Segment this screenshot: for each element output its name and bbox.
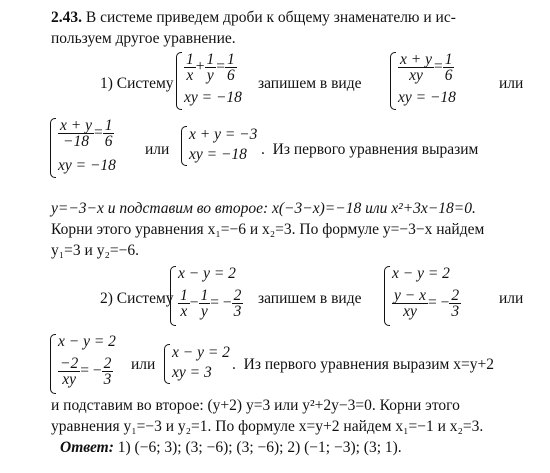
brace: [181, 126, 187, 166]
answer-label: Ответ:: [60, 439, 114, 456]
or-2: или: [145, 141, 170, 158]
brace: [176, 52, 182, 110]
system-1a: $\frac{1}{x}$ + $\frac{1}{y}$ = $\frac{1}{6}$ xy = −18: [184, 51, 242, 106]
p1-roots-2: y₁=3 и y₂=−6.: [51, 242, 139, 259]
p2-subst-1: и подставим во второе: (y+2) y=3 или y²+2y−3=0. Корни этого: [51, 397, 460, 414]
system-2d: x − y = 2 xy = 3: [172, 344, 230, 381]
brace: [50, 334, 56, 394]
p2-label: 2) Систему: [100, 290, 174, 307]
brace: [164, 344, 170, 384]
system-1d: x + y = −3 xy = −18: [189, 126, 258, 163]
p1-line-y: y=−3−x и подставим во второе: x(−3−x)=−18 или x²+3x−18=0.: [51, 200, 476, 217]
brace: [50, 118, 56, 178]
brace: [384, 266, 390, 326]
p1-label: 1) Систему: [100, 75, 174, 92]
system-2b: x − y = 2 $\frac{y - x}{xy}$ = − $\frac{2}{3}$: [392, 265, 460, 320]
system-2c: x − y = 2 $\frac{-2}{xy}$ = − $\frac{2}{3}$: [58, 333, 116, 388]
answer-text: 1) (−6; 3); (3; −6); (3; −6); 2) (−1; −3); (3; 1).: [117, 439, 402, 456]
system-1c: $\frac{x + y}{-18}$ = $\frac{1}{6}$ xy = −18: [58, 117, 116, 174]
or-1: или: [499, 75, 524, 92]
write-as-2: запишем в виде: [258, 290, 362, 307]
problem-number: 2.43.: [51, 9, 82, 26]
or-3: или: [499, 290, 524, 307]
write-as-1: запишем в виде: [258, 75, 362, 92]
intro-line-1: [51, 10, 456, 26]
answer-line: [60, 440, 402, 456]
p2-subst-2: уравнения y₁=−3 и y₂=1. По формуле x=y+2 найдем x₁=−1 и x₂=3.: [51, 418, 484, 435]
brace: [390, 52, 396, 110]
system-1b: $\frac{x + y}{xy}$ = $\frac{1}{6}$ xy = −18: [398, 51, 456, 106]
intro-text-1: В системе приведем дроби к общему знаменателю и ис-: [85, 9, 456, 26]
or-4: или: [131, 356, 156, 373]
brace: [170, 266, 176, 326]
p1-roots-1: Корни этого уравнения x₁=−6 и x₂=3. По формуле y=−3−x найдем: [51, 221, 485, 238]
p2-from-first: . Из первого уравнения выразим x=y+2: [232, 356, 494, 373]
intro-line-2: пользуем другое уравнение.: [51, 30, 236, 47]
from-first-1: . Из первого уравнения выразим: [261, 141, 479, 158]
system-2a: x − y = 2 $\frac{1}{x}$ − $\frac{1}{y}$ = − $\frac{2}{3}$: [178, 265, 242, 320]
